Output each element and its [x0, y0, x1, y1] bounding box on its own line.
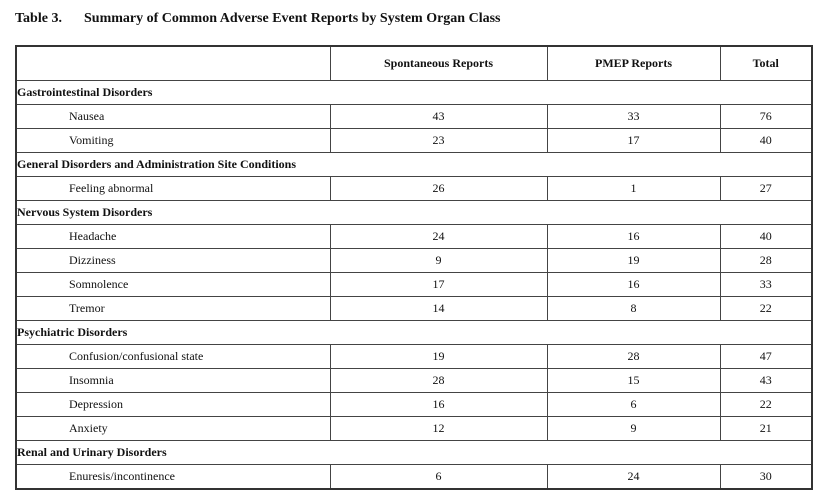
header-row: [16, 46, 812, 81]
pmep-count: 8: [547, 297, 720, 321]
event-name: Somnolence: [16, 273, 330, 297]
event-name: Depression: [16, 393, 330, 417]
table-body: [16, 81, 812, 490]
event-name: Vomiting: [16, 129, 330, 153]
header-event: [16, 46, 330, 81]
table-row: [16, 225, 812, 249]
total-count: 40: [720, 129, 812, 153]
group-row: [16, 81, 812, 105]
pmep-count: 1: [547, 177, 720, 201]
pmep-count: 19: [547, 249, 720, 273]
spontaneous-count: 28: [330, 369, 547, 393]
group-row: [16, 201, 812, 225]
table-row: [16, 369, 812, 393]
spontaneous-count: 19: [330, 345, 547, 369]
group-row: [16, 153, 812, 177]
pmep-count: 33: [547, 105, 720, 129]
adverse-events-table: [15, 45, 813, 490]
table-row: [16, 273, 812, 297]
spontaneous-count: 17: [330, 273, 547, 297]
event-name: Nausea: [16, 105, 330, 129]
group-name: Psychiatric Disorders: [16, 321, 812, 345]
pmep-count: 16: [547, 225, 720, 249]
table-title: [15, 11, 501, 27]
group-name: Gastrointestinal Disorders: [16, 81, 812, 105]
spontaneous-count: 43: [330, 105, 547, 129]
table-row: [16, 129, 812, 153]
total-count: 47: [720, 345, 812, 369]
event-name: Tremor: [16, 297, 330, 321]
event-name: Feeling abnormal: [16, 177, 330, 201]
pmep-count: 24: [547, 465, 720, 490]
total-count: 22: [720, 297, 812, 321]
total-count: 28: [720, 249, 812, 273]
pmep-count: 28: [547, 345, 720, 369]
spontaneous-count: 16: [330, 393, 547, 417]
header-pmep: PMEP Reports: [547, 46, 720, 81]
spontaneous-count: 24: [330, 225, 547, 249]
header-spontaneous: Spontaneous Reports: [330, 46, 547, 81]
spontaneous-count: 26: [330, 177, 547, 201]
spontaneous-count: 6: [330, 465, 547, 490]
event-name: Enuresis/incontinence: [16, 465, 330, 490]
event-name: Dizziness: [16, 249, 330, 273]
total-count: 43: [720, 369, 812, 393]
table-caption: Summary of Common Adverse Event Reports by System Organ Class: [84, 11, 501, 26]
total-count: 30: [720, 465, 812, 490]
event-name: Insomnia: [16, 369, 330, 393]
table-row: [16, 417, 812, 441]
table-number: Table 3.: [15, 11, 62, 26]
spontaneous-count: 12: [330, 417, 547, 441]
group-name: General Disorders and Administration Site Conditions: [16, 153, 812, 177]
spontaneous-count: 23: [330, 129, 547, 153]
event-name: Anxiety: [16, 417, 330, 441]
pmep-count: 17: [547, 129, 720, 153]
table-row: [16, 393, 812, 417]
total-count: 40: [720, 225, 812, 249]
group-name: Nervous System Disorders: [16, 201, 812, 225]
pmep-count: 6: [547, 393, 720, 417]
total-count: 76: [720, 105, 812, 129]
table-row: [16, 345, 812, 369]
group-name: Renal and Urinary Disorders: [16, 441, 812, 465]
table-row: [16, 177, 812, 201]
total-count: 33: [720, 273, 812, 297]
pmep-count: 16: [547, 273, 720, 297]
pmep-count: 15: [547, 369, 720, 393]
event-name: Headache: [16, 225, 330, 249]
table-row: [16, 105, 812, 129]
spontaneous-count: 9: [330, 249, 547, 273]
total-count: 21: [720, 417, 812, 441]
group-row: [16, 321, 812, 345]
table-row: [16, 297, 812, 321]
total-count: 22: [720, 393, 812, 417]
event-name: Confusion/confusional state: [16, 345, 330, 369]
table-row: [16, 249, 812, 273]
header-total: Total: [720, 46, 812, 81]
table-row: [16, 465, 812, 490]
pmep-count: 9: [547, 417, 720, 441]
group-row: [16, 441, 812, 465]
spontaneous-count: 14: [330, 297, 547, 321]
total-count: 27: [720, 177, 812, 201]
